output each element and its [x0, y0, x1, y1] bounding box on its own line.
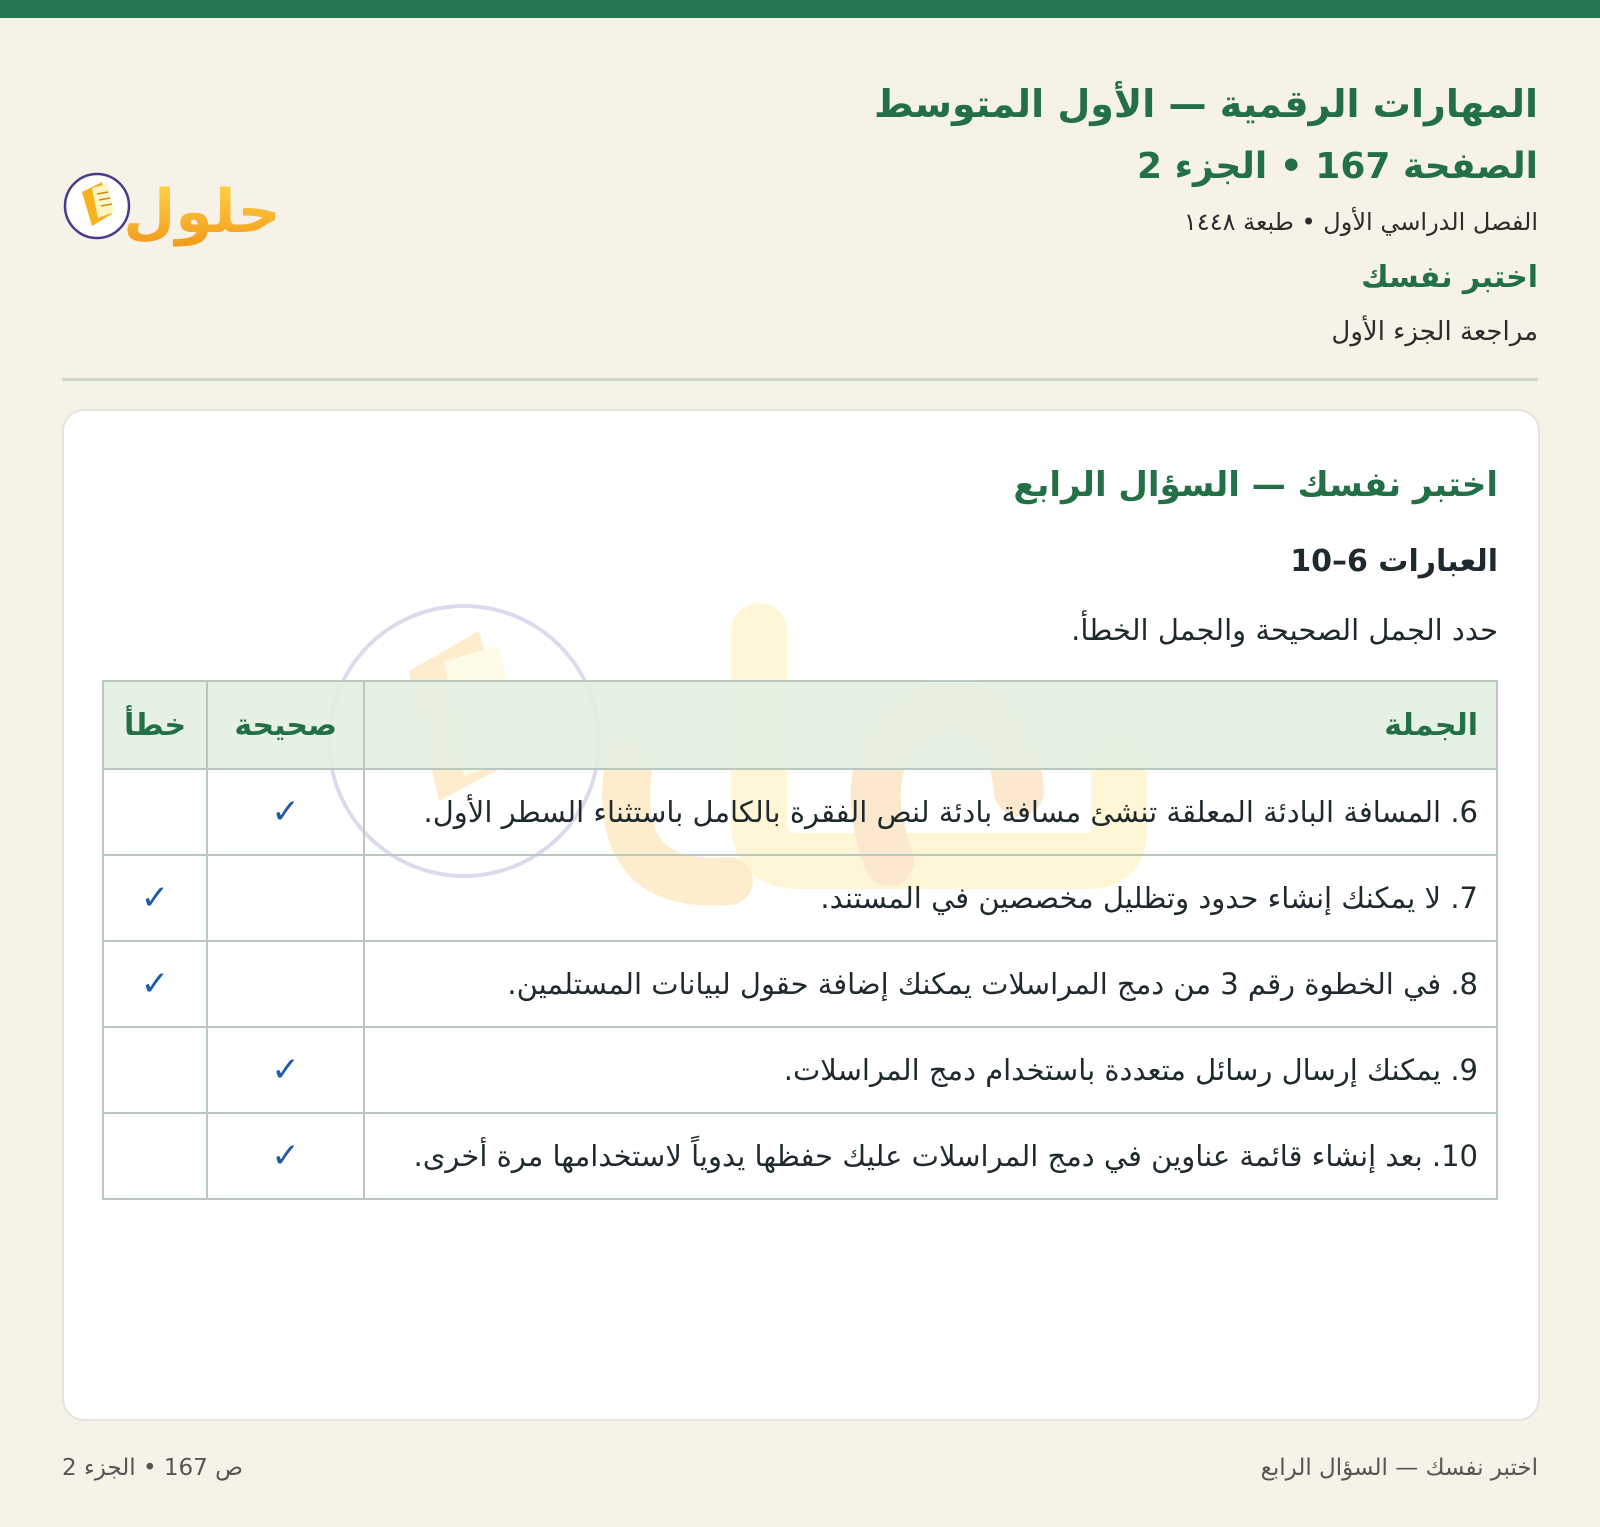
section-name: اختبر نفسك	[1361, 260, 1538, 295]
true-cell	[207, 855, 364, 941]
column-header-true: صحيحة	[207, 681, 364, 769]
false-cell	[103, 1027, 207, 1113]
page-header	[62, 72, 1538, 372]
column-header-false: خطأ	[103, 681, 207, 769]
false-cell	[103, 1113, 207, 1199]
section-subtitle: مراجعة الجزء الأول	[1331, 317, 1538, 347]
true-cell	[207, 941, 364, 1027]
false-cell	[103, 941, 207, 1027]
false-cell	[103, 855, 207, 941]
table-row	[103, 855, 1497, 941]
statement-text: 10. بعد إنشاء قائمة عناوين في دمج المراسلات عليك حفظها يدوياً لاستخدامها مرة أخرى.	[364, 1113, 1497, 1199]
logo-wordmark: حلول	[123, 177, 281, 247]
check-mark-icon: ✓	[140, 878, 170, 918]
top-accent-bar	[0, 0, 1600, 18]
footer-page-label: ص 167 • الجزء 2	[62, 1455, 243, 1481]
hulool-logo	[62, 164, 292, 250]
statement-text: 6. المسافة البادئة المعلقة تنشئ مسافة بادئة لنص الفقرة بالكامل باستثناء السطر الأول.	[364, 769, 1497, 855]
false-cell	[103, 769, 207, 855]
check-mark-icon: ✓	[140, 964, 170, 1004]
subject-title: المهارات الرقمية — الأول المتوسط	[873, 82, 1538, 126]
table-header-row	[103, 681, 1497, 769]
table-row	[103, 941, 1497, 1027]
question-card	[62, 409, 1540, 1421]
question-range: العبارات 6–10	[1290, 544, 1498, 579]
header-divider	[62, 378, 1538, 381]
check-mark-icon: ✓	[271, 792, 300, 832]
term-edition: الفصل الدراسي الأول • طبعة ١٤٤٨	[1183, 208, 1538, 236]
table-row	[103, 769, 1497, 855]
question-title: اختبر نفسك — السؤال الرابع	[1013, 465, 1498, 505]
statement-text: 9. يمكنك إرسال رسائل متعددة باستخدام دمج المراسلات.	[364, 1027, 1497, 1113]
check-mark-icon: ✓	[271, 1136, 300, 1176]
table-row	[103, 1113, 1497, 1199]
table-body	[103, 769, 1497, 1199]
true-false-table	[102, 680, 1498, 1200]
true-cell	[207, 769, 364, 855]
column-header-sentence: الجملة	[364, 681, 1497, 769]
question-instruction: حدد الجمل الصحيحة والجمل الخطأ.	[1071, 613, 1498, 647]
table-row	[103, 1027, 1497, 1113]
footer-section-label: اختبر نفسك — السؤال الرابع	[1260, 1455, 1538, 1481]
statement-text: 8. في الخطوة رقم 3 من دمج المراسلات يمكنك إضافة حقول لبيانات المستلمين.	[364, 941, 1497, 1027]
true-cell	[207, 1027, 364, 1113]
check-mark-icon: ✓	[271, 1050, 300, 1090]
header-text	[874, 72, 1538, 352]
page-reference: الصفحة 167 • الجزء 2	[1137, 146, 1538, 187]
true-cell	[207, 1113, 364, 1199]
statement-text: 7. لا يمكنك إنشاء حدود وتظليل مخصصين في المستند.	[364, 855, 1497, 941]
